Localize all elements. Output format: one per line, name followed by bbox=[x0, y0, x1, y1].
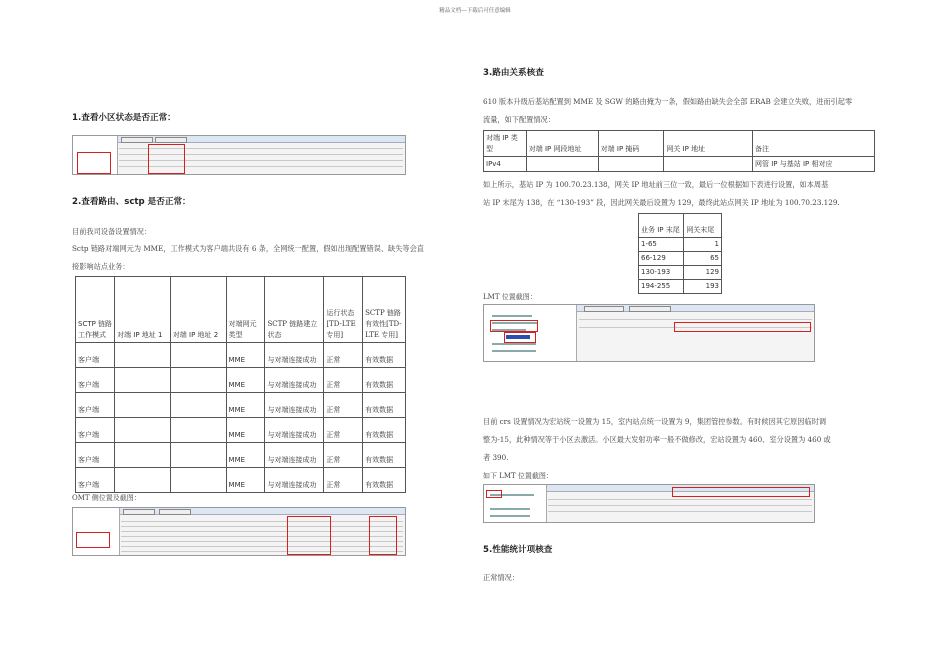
screenshot-omt bbox=[72, 507, 406, 556]
cell: 有效数据 bbox=[363, 343, 406, 368]
text-gateway-desc-2: 站 IP 末尾为 138，在 “130-193” 段，因此网关最后设置为 129，最终此站点网关 IP 地址为 100.70.23.129. bbox=[483, 198, 840, 207]
table-row bbox=[639, 252, 722, 266]
cell: 正常 bbox=[324, 468, 363, 493]
cell: 与对端连接成功 bbox=[265, 393, 324, 418]
col-run-state: 运行状态[TD-LTE 专用] bbox=[324, 277, 363, 343]
sctp-header-row bbox=[76, 277, 406, 343]
cell: 与对端连接成功 bbox=[265, 343, 324, 368]
cell: 有效数据 bbox=[363, 368, 406, 393]
table-row bbox=[76, 418, 406, 443]
cell bbox=[170, 418, 226, 443]
cell: 正常 bbox=[324, 418, 363, 443]
text-gateway-desc: 如上所示，基站 IP 为 100.70.23.138，网关 IP 地址前三位一致，最后一位根据如下表进行设置，如本周基 bbox=[483, 180, 829, 189]
route-header-row bbox=[484, 131, 875, 157]
heading-route-check: 3.路由关系核查 bbox=[483, 68, 544, 78]
cell: 正常 bbox=[324, 368, 363, 393]
col-validity: SCTP 链路有效性[TD-LTE 专用] bbox=[363, 277, 406, 343]
col-peer-ip-mask: 对端 IP 掩码 bbox=[598, 131, 664, 157]
table-row bbox=[76, 443, 406, 468]
cell: 网管 IP 与基站 IP 相对应 bbox=[752, 157, 874, 172]
cell: 与对端连接成功 bbox=[265, 468, 324, 493]
table-row bbox=[76, 368, 406, 393]
text-setup: 目前我司设备设置情况： bbox=[72, 227, 152, 236]
text-sctp-desc: Sctp 链路对端网元为 MME，工作模式为客户端共设有 6 条，全网统一配置，假如出现配置错误、缺失等会直 bbox=[72, 244, 424, 253]
cell: 66-129 bbox=[639, 252, 684, 266]
cell: 客户端 bbox=[76, 443, 115, 468]
screenshot-cell-status bbox=[72, 135, 406, 175]
sctp-table bbox=[75, 276, 406, 493]
col-gateway-ip: 网关 IP 地址 bbox=[664, 131, 753, 157]
cell: 有效数据 bbox=[363, 443, 406, 468]
heading-cell-status: 1.查看小区状态是否正常： bbox=[72, 113, 176, 123]
cell: MME bbox=[226, 393, 265, 418]
cell bbox=[115, 443, 171, 468]
cell bbox=[170, 468, 226, 493]
cell: 有效数据 bbox=[363, 468, 406, 493]
col-netype: 对端网元类型 bbox=[226, 277, 265, 343]
col-peer-ip-type: 对端 IP 类型 bbox=[484, 131, 527, 157]
cell: 有效数据 bbox=[363, 393, 406, 418]
lmt-caption-1: LMT 位置截图： bbox=[483, 293, 537, 301]
route-table bbox=[483, 130, 875, 172]
cell bbox=[115, 393, 171, 418]
cell bbox=[170, 393, 226, 418]
cell bbox=[115, 418, 171, 443]
text-crs-desc: 目前 crs 设置情况为宏站统一设置为 15，室内站点统一设置为 9，集团管控参数。有时候因其它原因临时调 bbox=[483, 417, 827, 426]
cell: 与对端连接成功 bbox=[265, 368, 324, 393]
cell: 与对端连接成功 bbox=[265, 418, 324, 443]
cell: MME bbox=[226, 368, 265, 393]
col-link-state: SCTP 链路建立状态 bbox=[265, 277, 324, 343]
cell: MME bbox=[226, 443, 265, 468]
cell: MME bbox=[226, 468, 265, 493]
cell: 正常 bbox=[324, 393, 363, 418]
table-row bbox=[639, 266, 722, 280]
cell: 193 bbox=[684, 280, 722, 294]
col-service-ip-tail: 业务 IP 末尾 bbox=[639, 214, 684, 238]
gateway-table bbox=[638, 213, 722, 294]
cell bbox=[115, 343, 171, 368]
lmt-caption-2: 如下 LMT 位置截图： bbox=[483, 472, 553, 480]
cell: MME bbox=[226, 343, 265, 368]
col-remark: 备注 bbox=[752, 131, 874, 157]
cell: 130-193 bbox=[639, 266, 684, 280]
heading-perf-stats: 5.性能统计项核查 bbox=[483, 545, 553, 555]
text-normal: 正常情况： bbox=[483, 573, 519, 582]
screenshot-lmt-cell bbox=[483, 484, 815, 523]
cell: 正常 bbox=[324, 443, 363, 468]
cell: 与对端连接成功 bbox=[265, 443, 324, 468]
cell: 正常 bbox=[324, 343, 363, 368]
col-gateway-tail: 网关末尾 bbox=[684, 214, 722, 238]
table-row bbox=[76, 343, 406, 368]
table-row bbox=[76, 468, 406, 493]
col-mode: SCTP 链路工作模式 bbox=[76, 277, 115, 343]
cell bbox=[598, 157, 664, 172]
cell: 194-255 bbox=[639, 280, 684, 294]
heading-route-sctp: 2.查看路由、sctp 是否正常： bbox=[72, 197, 191, 207]
cell bbox=[526, 157, 598, 172]
text-route-desc-2: 流量，如下配置情况： bbox=[483, 115, 555, 124]
cell: 有效数据 bbox=[363, 418, 406, 443]
cell: IPv4 bbox=[484, 157, 527, 172]
cell bbox=[170, 368, 226, 393]
omt-caption: OMT 侧位置及截图： bbox=[72, 494, 141, 502]
cell: MME bbox=[226, 418, 265, 443]
table-row bbox=[484, 157, 875, 172]
cell: 客户端 bbox=[76, 468, 115, 493]
cell bbox=[170, 443, 226, 468]
text-route-desc: 610 版本升级后基站配置到 MME 及 SGW 的路由掩为一条，假如路由缺失会全部 ERAB 会建立失败，进而引起零 bbox=[483, 97, 853, 106]
table-row bbox=[76, 393, 406, 418]
screenshot-lmt-route bbox=[483, 304, 815, 362]
cell: 客户端 bbox=[76, 343, 115, 368]
cell: 65 bbox=[684, 252, 722, 266]
text-sctp-desc-2: 接影响站点业务： bbox=[72, 262, 130, 271]
gateway-header-row bbox=[639, 214, 722, 238]
col-ip1: 对端 IP 地址 1 bbox=[115, 277, 171, 343]
table-row bbox=[639, 280, 722, 294]
cell: 客户端 bbox=[76, 418, 115, 443]
text-crs-desc-3: 者 390. bbox=[483, 453, 509, 462]
cell: 1 bbox=[684, 238, 722, 252]
cell: 129 bbox=[684, 266, 722, 280]
cell bbox=[664, 157, 753, 172]
cell bbox=[170, 343, 226, 368]
text-crs-desc-2: 整为-15，此种情况等于小区去激活。小区最大发射功率一般不做修改，宏站设置为 460、室分设置为 460 或 bbox=[483, 435, 831, 444]
page-header: 精品文档---下载后可任意编辑 bbox=[439, 8, 511, 14]
cell: 1-65 bbox=[639, 238, 684, 252]
col-ip2: 对端 IP 地址 2 bbox=[170, 277, 226, 343]
cell bbox=[115, 468, 171, 493]
cell: 客户端 bbox=[76, 393, 115, 418]
col-peer-ip-segment: 对端 IP 网段地址 bbox=[526, 131, 598, 157]
cell: 客户端 bbox=[76, 368, 115, 393]
cell bbox=[115, 368, 171, 393]
table-row bbox=[639, 238, 722, 252]
